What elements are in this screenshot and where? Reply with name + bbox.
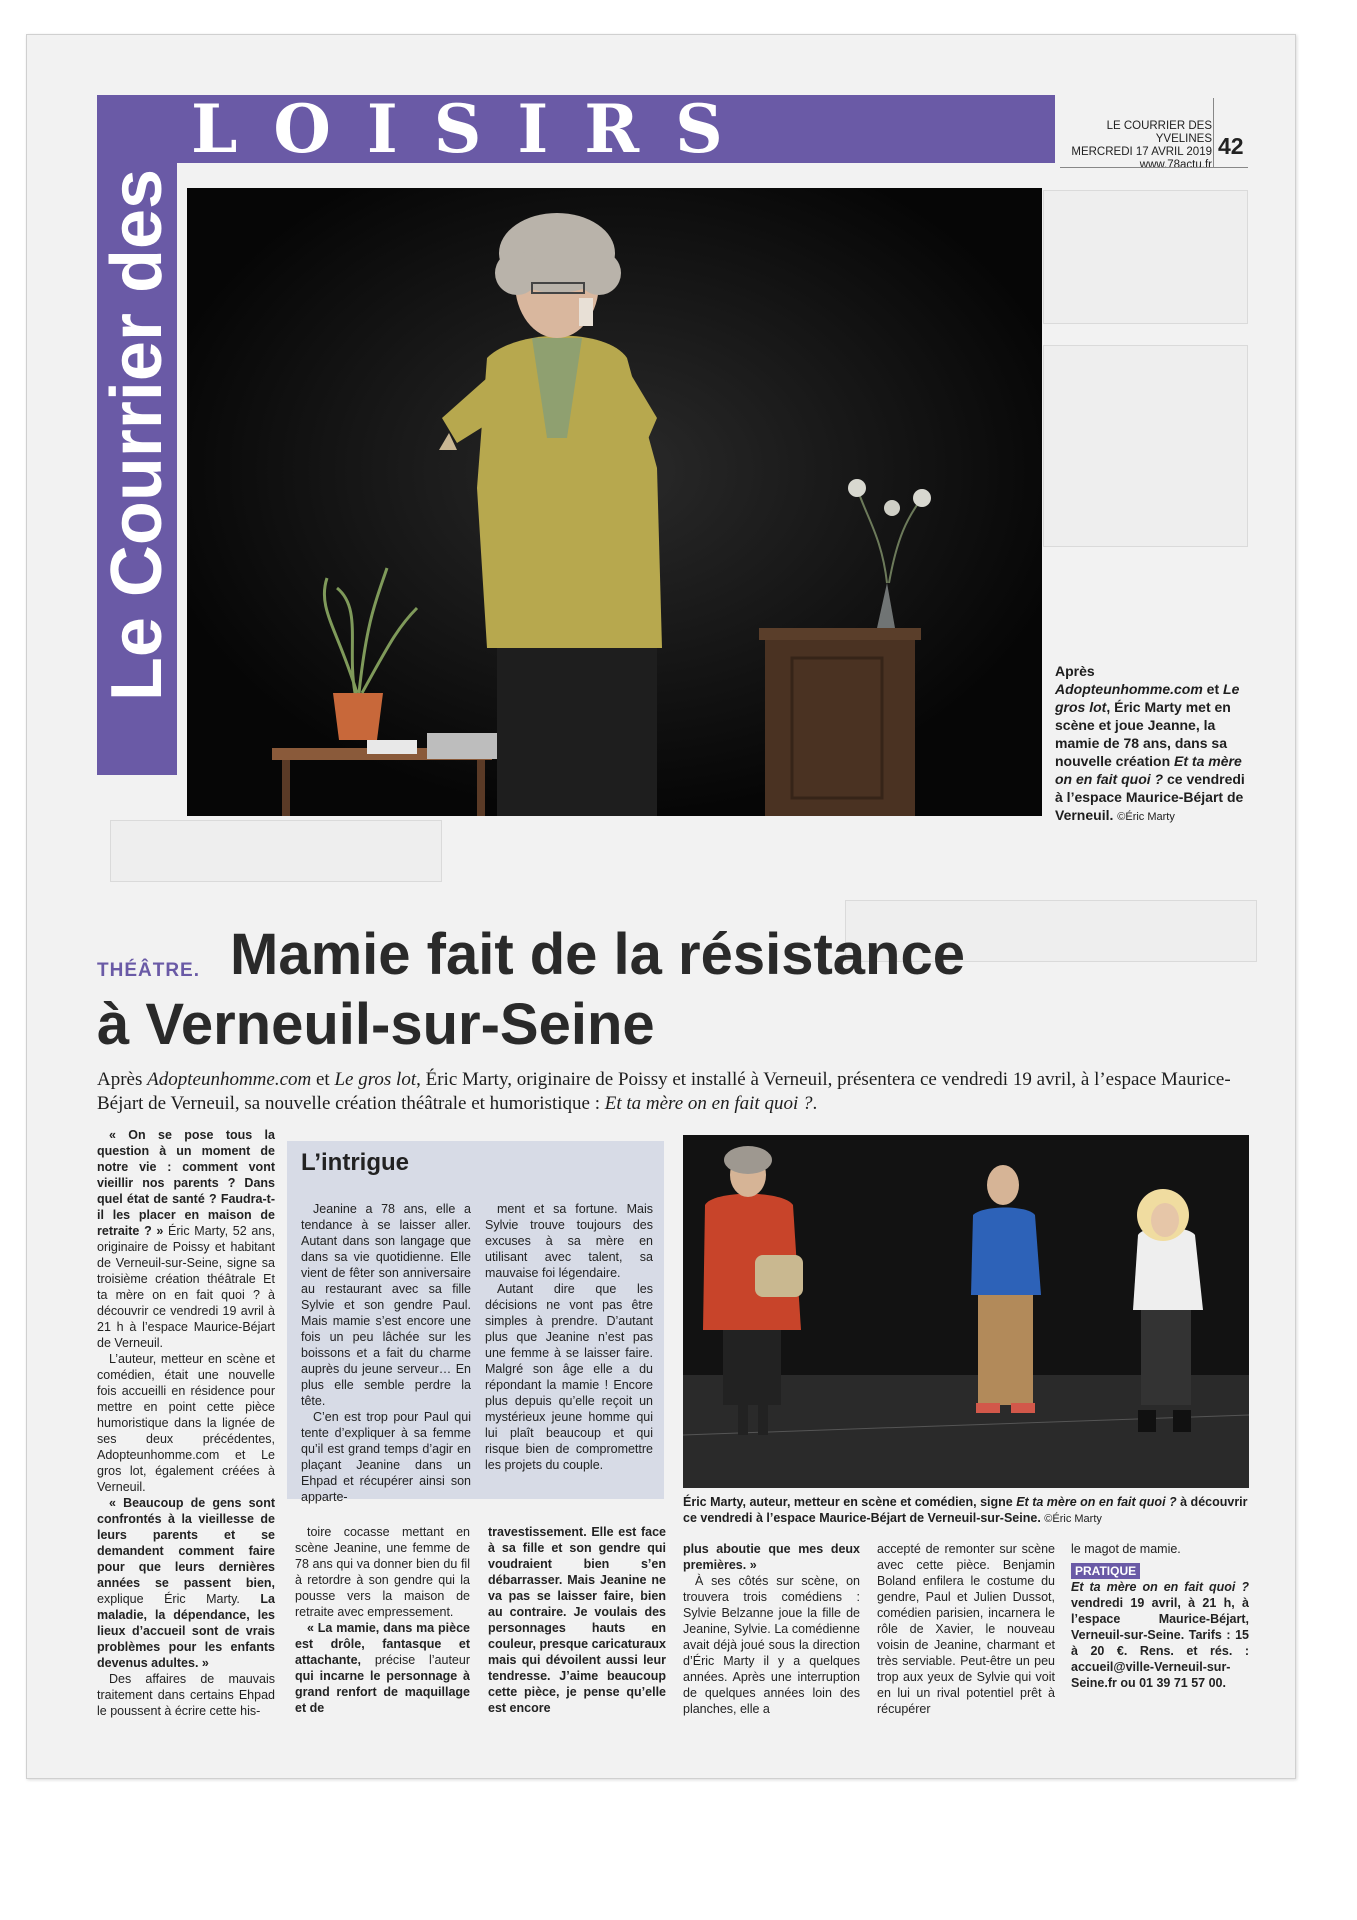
quote-text: « La mamie, dans ma pièce est drôle, fantasque et attachante, [295,1621,470,1667]
intro-text: Après [97,1069,148,1090]
paragraph: Des affaires de mauvais traitement dans certains Ehpad le poussent à écrire cette his- [97,1672,275,1718]
article-column-5 [877,1541,1055,1717]
headline-line-2: à Verneuil-sur-Seine [97,992,655,1057]
article-headline [97,920,1277,1060]
caption-text: , Éric Marty met en scène et joue Jeanne, la mamie de 78 ans, dans sa nouvelle création [1055,699,1231,769]
publication-name: LE COURRIER DES YVELINES [1106,120,1212,145]
caption-text: et [1202,681,1224,697]
box-column-1 [301,1201,471,1505]
main-photo-caption [1055,662,1245,826]
intrigue-box [287,1141,664,1504]
intro-text: et [311,1069,335,1090]
article-intro [97,1068,1257,1116]
article-column-1 [97,1127,275,1719]
paragraph: À ses côtés sur scène, on trouvera trois comédiens : Sylvie Belzanne joue la fille de Jeanine, Sylvie. La comédienne avait déjà joué sous la direction d’Éric Marty il y a quelques années. Après une interruption de quelques années loin des planches, elle a [683,1574,860,1716]
paragraph [488,1524,666,1716]
intro-italic: Adopteunhomme.com [147,1069,312,1090]
pratique-details: vendredi 19 avril, à 21 h, à l’espace Maurice-Béjart, Verneuil-sur-Seine. Tarifs : 15 à 20 €. Rens. et rés. : accueil@ville-Verneuil-sur-Seine.fr ou 01 39 71 57 00. [1071,1596,1249,1690]
caption-text: Après [1055,663,1095,679]
article-column-2 [295,1524,470,1716]
article-column-4 [683,1541,860,1717]
caption-text: Éric Marty, auteur, metteur en scène et comédien, signe [683,1495,1017,1509]
headline-line-1: Mamie fait de la résistance [230,922,965,987]
caption-italic-title: Et ta mère on en fait quoi ? [1055,753,1242,787]
box-column-2 [485,1201,653,1473]
paragraph: Autant dire que les décisions ne vont pas être simples à prendre. D’autant plus que Jeanine n’est pas une femme à se laisser faire. Malgré son âge elle a du répondant la mamie ! Encore plus depuis qu’elle reçoit un mystérieux jeune homme qui lui plaît beaucoup et qui risque bien de compromettre les projets du couple. [485,1282,653,1472]
quote-text: plus aboutie que mes deux premières. » [683,1542,860,1572]
box-heading: L’intrigue [301,1149,409,1176]
pratique-block [1071,1563,1249,1691]
article-column-3 [488,1524,666,1716]
pratique-label: PRATIQUE [1071,1563,1140,1579]
main-photo [187,188,1042,816]
caption-italic-title: Et ta mère on en fait quoi ? [1016,1495,1177,1509]
photo-credit: ©Éric Marty [1044,1513,1102,1525]
section-title: LOISIRS [191,95,759,163]
quote-text: « Beaucoup de gens sont confrontés à la vieillesse de leurs parents et se demandent comment faire pour que leurs dernières années se passent bien, [97,1496,275,1590]
bleed-through-block [1043,190,1248,324]
article-column-6 [1071,1541,1249,1691]
bleed-through-block [1043,345,1248,547]
paragraph: L’auteur, metteur en scène et comédien, était une nouvelle fois accueilli en résidence pour mettre en point cette pièce humoristique dans la lignée de ses deux précédentes, Adopteunhomme.com et Le gros lot, également créées à Verneuil. [97,1352,275,1494]
paragraph: toire cocasse mettant en scène Jeanine, une femme de 78 ans qui va donner bien du fil à retordre à son gendre qui la pousse vers la maison de retraite avec empressement. [295,1525,470,1619]
website-link[interactable]: www.78actu.fr [1139,159,1212,171]
caption-text: ce vendredi à l’espace Maurice-Béjart de Verneuil. [1055,771,1245,823]
publication-date: MERCREDI 17 AVRIL 2019 [1071,146,1212,158]
page-number: 42 [1218,133,1244,159]
section-vertical-title: Le Courrier des [97,168,177,702]
paragraph: accepté de remonter sur scène avec cette pièce. Benjamin Boland enfilera le costume du gendre, Paul et Julien Dussot, comédien parisien, incarnera le rôle de Xavier, le nouveau voisin de Jeanine, charmant et très serviable. Peut-être un peu trop aux yeux de Sylvie qui voit en lui un rival potentiel prêt à récupérer [877,1542,1055,1716]
quote-text: qui incarne le personnage à grand renfort de maquillage et de [295,1669,470,1715]
quote-text: travestissement. Elle est face à sa fille et son gendre qui voudraient bien s’en débarrasser. Mais Jeanine ne va pas se laisser faire, bien au contraire. Je voulais des personnages hauts en couleur, presque caricaturaux mais qui dévoilent aussi leur tendresse. J’aime beaucoup cette pièce, je pense qu’elle est encore [488,1525,666,1715]
caption-italic-title: Adopteunhomme.com [1055,681,1203,697]
paragraph: le magot de mamie. [1071,1542,1181,1556]
body-text: précise l’auteur [361,1653,470,1667]
caption-italic-title: Le gros lot [1055,681,1240,715]
cast-photo-caption [683,1494,1249,1527]
paragraph [97,1127,275,1351]
quote-text: La maladie, la dépendance, les lieux d’accueil sont de vrais problèmes pour les enfants devenus adultes. » [97,1592,275,1670]
cast-photo [683,1135,1249,1488]
paragraph [683,1541,860,1573]
paragraph: Jeanine a 78 ans, elle a tendance à se laisser aller. Autant dans son langage que dans sa vie quotidienne. Elle vient de fêter son anniversaire au restaurant avec sa fille Sylvie et son gendre Paul. Mais mamie s’est encore une fois un peu lâchée sur les boissons et a fait du charme auprès du jeune serveur… En plus elle semble perdre la tête. [301,1202,471,1408]
paragraph [295,1620,470,1716]
masthead-divider [1213,98,1214,168]
masthead [1060,120,1212,172]
caption-text: à découvrir ce vendredi à l’espace Maurice-Béjart de Verneuil-sur-Seine. [683,1495,1248,1525]
cast-stage-illustration [683,1135,1249,1488]
quote-text: « On se pose tous la question à un moment de notre vie : comment vont vieillir nos parents ? Dans quel état de santé ? Faudra-t-il les placer en maison de retraite ? » [97,1128,275,1238]
body-text: explique Éric Marty. [97,1592,261,1606]
stage-scene-illustration [187,188,1042,816]
photo-credit: ©Éric Marty [1117,811,1175,823]
pratique-info [1071,1579,1249,1691]
intro-text: , Éric Marty, originaire de Poissy et installé à Verneuil, présentera ce vendredi 19 avril, à l’espace Maurice-Béjart de Verneuil, sa nouvelle création théâtrale et humoristique : [97,1069,1231,1114]
paragraph: ment et sa fortune. Mais Sylvie trouve toujours des excuses à sa mère en utilisant avec talent, sa mauvaise foi légendaire. [485,1202,653,1280]
bleed-through-block [110,820,442,882]
intro-text: . [812,1093,818,1114]
body-text: Éric Marty, 52 ans, originaire de Poissy et habitant de Verneuil-sur-Seine, signe sa troisième création théâtrale Et ta mère on en fait quoi ? à découvrir ce vendredi 19 avril à 21 h à l’espace Maurice-Béjart de Verneuil. [97,1224,275,1350]
paragraph [97,1495,275,1671]
paragraph: C’en est trop pour Paul qui tente d’expliquer à sa femme qu’il est grand temps d’agir en plaçant Jeanine dans un Ehpad et récupérer ainsi son apparte- [301,1410,471,1504]
intro-italic: Le gros lot [334,1069,417,1090]
pratique-show-title: Et ta mère on en fait quoi ? [1071,1580,1249,1594]
section-banner [177,95,1055,163]
masthead-rule [1060,167,1248,168]
intro-italic: Et ta mère on en fait quoi ? [604,1093,813,1114]
article-kicker: THÉÂTRE. [97,960,200,981]
